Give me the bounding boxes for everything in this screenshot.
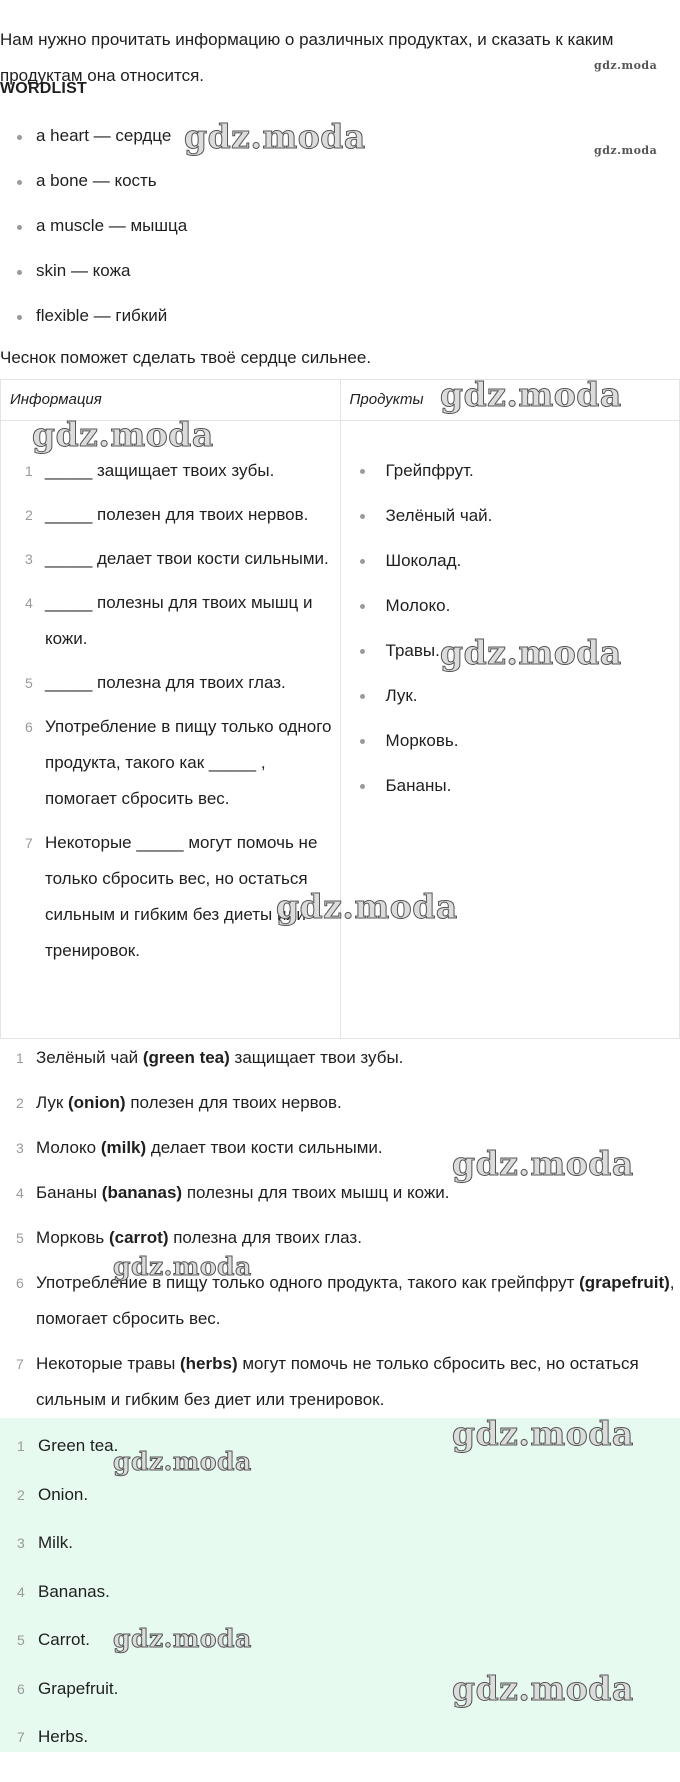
product-item xyxy=(341,453,679,489)
watermark: gdz.moda xyxy=(452,1144,634,1183)
wordlist-heading: WORDLIST xyxy=(0,80,87,97)
info-item xyxy=(1,541,340,577)
answer-item xyxy=(0,1265,676,1337)
answer-text: Бананы xyxy=(36,1183,102,1202)
product-item-text: Травы. xyxy=(385,641,440,660)
item-number: 1 xyxy=(25,463,33,479)
answer-text: Зелёный чай xyxy=(36,1048,143,1067)
answer-english-word: (milk) xyxy=(100,1138,147,1157)
products-list xyxy=(341,421,679,804)
watermark: gdz.moda xyxy=(113,1624,252,1653)
answer-english-word: (bananas) xyxy=(101,1183,183,1202)
watermark: gdz.moda xyxy=(113,1447,252,1476)
answer-item xyxy=(0,1040,676,1076)
wordlist-item xyxy=(0,214,187,259)
bullet-icon xyxy=(360,604,365,609)
item-number: 2 xyxy=(17,1486,25,1503)
item-number: 5 xyxy=(25,675,33,691)
english-answer-item xyxy=(0,1622,680,1671)
table-header-info: Информация xyxy=(1,380,341,421)
watermark: gdz.moda xyxy=(594,59,658,72)
product-item-text: Молоко. xyxy=(385,596,451,615)
answer-item xyxy=(0,1085,676,1121)
bullet-icon xyxy=(17,270,22,275)
product-item-text: Шоколад. xyxy=(385,551,462,570)
info-item xyxy=(1,585,340,657)
info-item xyxy=(1,453,340,489)
product-item xyxy=(341,768,679,804)
answer-text: Лук xyxy=(36,1093,69,1112)
answer-text: Молоко xyxy=(36,1138,101,1157)
english-answer-text: Carrot. xyxy=(38,1630,90,1649)
wordlist-item-text: a bone — кость xyxy=(36,171,157,190)
task-table xyxy=(0,375,680,1039)
item-number: 2 xyxy=(25,507,33,523)
item-number: 3 xyxy=(17,1535,25,1551)
product-item xyxy=(341,498,679,534)
answer-text: Некоторые травы xyxy=(36,1354,181,1373)
watermark: gdz.moda xyxy=(113,1252,252,1281)
wordlist-item-text: a heart — сердце xyxy=(36,126,172,145)
answer-text: полезны для твоих мышц и кожи. xyxy=(182,1183,450,1202)
watermark: gdz.moda xyxy=(32,415,214,454)
info-item-text: _____ делает твои кости сильными. xyxy=(45,549,329,568)
wordlist-item xyxy=(0,169,187,214)
product-item xyxy=(341,543,679,579)
english-answer-text: Milk. xyxy=(38,1533,73,1552)
bullet-icon xyxy=(17,315,22,320)
bullet-icon xyxy=(360,739,365,744)
wordlist xyxy=(0,124,187,349)
item-number: 6 xyxy=(25,719,33,735)
watermark: gdz.moda xyxy=(452,1669,634,1708)
watermark: gdz.moda xyxy=(276,887,458,926)
english-answer-item xyxy=(0,1525,680,1574)
english-answer-item xyxy=(0,1477,680,1526)
product-item xyxy=(341,588,679,624)
bullet-icon xyxy=(17,180,22,185)
bullet-icon xyxy=(360,649,365,654)
english-answer-text: Green tea. xyxy=(38,1436,119,1455)
item-number: 4 xyxy=(25,595,33,611)
item-number: 5 xyxy=(16,1230,24,1246)
answer-text: полезна для твоих глаз. xyxy=(168,1228,362,1247)
intro-text: Нам нужно прочитать информацию о различных продуктах, и сказать к каким продуктам она относится. xyxy=(0,30,614,85)
answer-text: Употребление в пищу только одного продукта, такого как грейпфрут xyxy=(36,1273,580,1292)
info-item-text: _____ полезна для твоих глаз. xyxy=(45,673,286,692)
bullet-icon xyxy=(360,694,365,699)
item-number: 1 xyxy=(16,1050,24,1066)
info-item-text: _____ полезен для твоих нервов. xyxy=(45,505,309,524)
info-item-text: _____ полезны для твоих мышц и кожи. xyxy=(45,593,313,648)
wordlist-item-text: a muscle — мышца xyxy=(36,216,188,235)
answer-english-word: (grapefruit) xyxy=(579,1273,670,1292)
item-number: 7 xyxy=(16,1356,24,1372)
wordlist-item-text: flexible — гибкий xyxy=(36,306,168,325)
info-item-text: _____ защищает твоих зубы. xyxy=(45,461,275,480)
wordlist-item-text: skin — кожа xyxy=(36,261,131,280)
product-item-text: Бананы. xyxy=(385,776,452,795)
example-sentence: Чеснок поможет сделать твоё сердце сильнее. xyxy=(0,348,372,367)
info-item xyxy=(1,665,340,701)
bullet-icon xyxy=(360,514,365,519)
answer-english-word: (onion) xyxy=(68,1093,126,1112)
item-number: 7 xyxy=(17,1729,25,1745)
answer-text: , помогает сбросить вес. xyxy=(36,1273,675,1328)
wordlist-item xyxy=(0,124,187,169)
item-number: 4 xyxy=(17,1583,25,1600)
product-item-text: Зелёный чай. xyxy=(385,506,493,525)
product-item-text: Лук. xyxy=(385,686,418,705)
item-number: 1 xyxy=(17,1438,25,1454)
bullet-icon xyxy=(360,469,365,474)
watermark: gdz.moda xyxy=(594,144,658,157)
answer-text: защищает твои зубы. xyxy=(229,1048,404,1067)
info-item-text: Употребление в пищу только одного продукта, такого как _____ , помогает сбросить вес. xyxy=(45,717,332,808)
product-item-text: Морковь. xyxy=(385,731,459,750)
info-item-text: Некоторые _____ могут помочь не только сбросить вес, но остаться сильным и гибким без диеты или тренировок. xyxy=(45,833,318,960)
answer-item xyxy=(0,1346,676,1418)
watermark: gdz.moda xyxy=(440,375,622,414)
english-answer-text: Onion. xyxy=(38,1484,89,1504)
item-number: 6 xyxy=(16,1275,24,1291)
product-item xyxy=(341,723,679,759)
item-number: 4 xyxy=(16,1185,24,1201)
english-answer-item xyxy=(0,1574,680,1623)
bullet-icon xyxy=(17,225,22,230)
english-answer-text: Herbs. xyxy=(38,1727,89,1746)
answer-list xyxy=(0,1040,676,1427)
info-cell xyxy=(1,421,341,1039)
table-header-products: Продукты xyxy=(340,380,679,421)
english-answer-text: Bananas. xyxy=(38,1581,110,1601)
english-answers-list xyxy=(0,1414,680,1768)
product-item-text: Грейпфрут. xyxy=(385,461,474,480)
item-number: 5 xyxy=(17,1632,25,1648)
watermark: gdz.moda xyxy=(452,1414,634,1453)
answer-english-word: (carrot) xyxy=(108,1228,169,1247)
watermark: gdz.moda xyxy=(184,117,366,156)
english-answer-item xyxy=(0,1719,680,1768)
answer-english-word: (green tea) xyxy=(142,1048,230,1067)
bullet-icon xyxy=(360,559,365,564)
watermark: gdz.moda xyxy=(440,633,622,672)
answer-text: Морковь xyxy=(36,1228,109,1247)
answer-text: делает твои кости сильными. xyxy=(146,1138,383,1157)
english-answer-text: Grapefruit. xyxy=(38,1678,119,1698)
answer-text: полезен для твоих нервов. xyxy=(125,1093,342,1112)
info-item xyxy=(1,709,340,817)
products-cell xyxy=(340,421,679,1039)
answer-text: могут помочь не только сбросить вес, но остаться сильным и гибким без диет или тренировок. xyxy=(36,1354,639,1409)
answer-item xyxy=(0,1220,676,1256)
item-number: 3 xyxy=(16,1140,24,1156)
item-number: 3 xyxy=(25,551,33,567)
wordlist-item xyxy=(0,304,187,349)
item-number: 2 xyxy=(16,1095,24,1111)
item-number: 6 xyxy=(17,1680,25,1697)
bullet-icon xyxy=(360,784,365,789)
wordlist-item xyxy=(0,259,187,304)
bullet-icon xyxy=(17,135,22,140)
product-item xyxy=(341,678,679,714)
answer-english-word: (herbs) xyxy=(180,1354,238,1373)
info-item xyxy=(1,497,340,533)
item-number: 7 xyxy=(25,835,33,851)
